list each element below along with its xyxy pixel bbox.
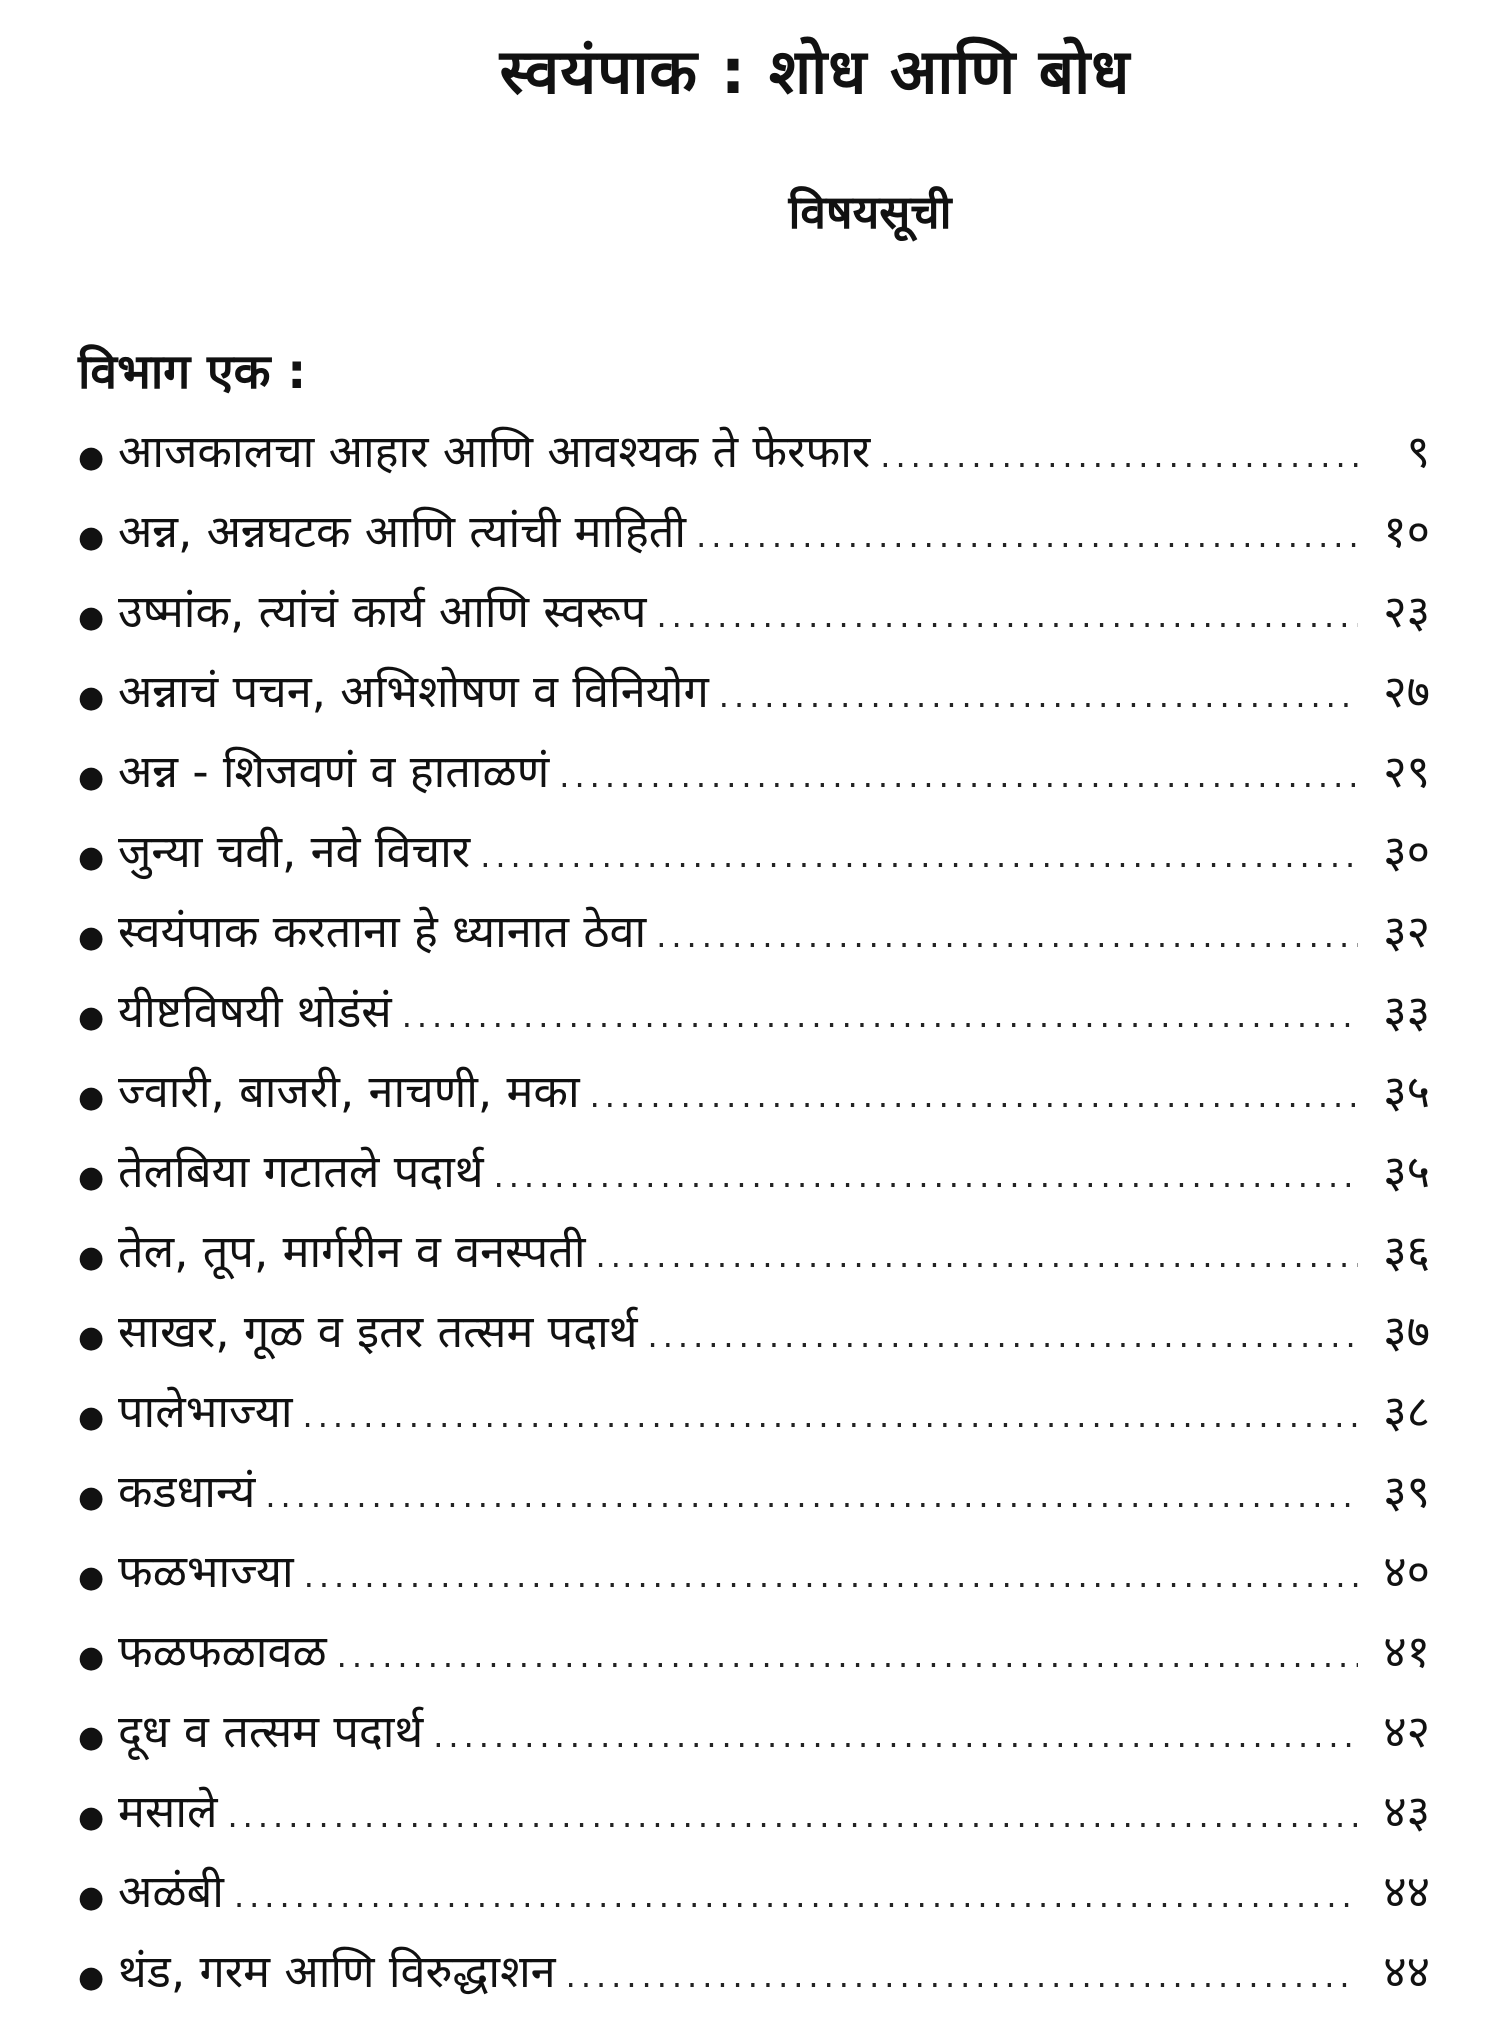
toc-entry-title: आजकालचा आहार आणि आवश्यक ते फेरफार xyxy=(118,425,871,478)
toc-entry xyxy=(78,812,1430,892)
dot-leader xyxy=(402,976,1358,1056)
dot-leader xyxy=(337,1616,1358,1696)
toc-entry xyxy=(78,1452,1430,1532)
bullet-icon: ● xyxy=(78,600,105,635)
dot-leader xyxy=(596,1216,1358,1296)
toc-entry-title: अन्न - शिजवणं व हाताळणं xyxy=(118,745,550,798)
bullet-icon: ● xyxy=(78,840,105,875)
dot-leader xyxy=(719,656,1358,736)
toc-entry xyxy=(78,1532,1430,1612)
toc-entry-page: १० xyxy=(1383,505,1430,558)
bullet-icon: ● xyxy=(78,1160,105,1195)
toc-entry xyxy=(78,1692,1430,1772)
toc-entry-title: फळफळावळ xyxy=(118,1625,327,1678)
toc-entry-page: २९ xyxy=(1383,745,1430,798)
toc-entry-page: २३ xyxy=(1383,585,1430,638)
dot-leader xyxy=(656,576,1358,656)
toc-entry-title: यीष्टविषयी थोडंसं xyxy=(118,985,392,1038)
dot-leader xyxy=(559,736,1358,816)
toc-entry xyxy=(78,492,1430,572)
bullet-icon: ● xyxy=(78,1480,105,1515)
bullet-icon: ● xyxy=(78,1800,105,1835)
toc-entry-page: ४४ xyxy=(1383,1945,1430,1998)
toc-entry-page: ४१ xyxy=(1383,1625,1430,1678)
toc-heading: विषयसूची xyxy=(788,185,952,239)
toc-entry-title: साखर, गूळ व इतर तत्सम पदार्थ xyxy=(118,1305,638,1358)
toc-entry-page: २७ xyxy=(1383,665,1430,718)
toc-entry-page: ९ xyxy=(1406,425,1430,478)
toc-entry-title: फळभाज्या xyxy=(118,1545,294,1598)
toc-entry-title: मसाले xyxy=(118,1785,218,1838)
dot-leader xyxy=(494,1136,1358,1216)
bullet-icon: ● xyxy=(78,1880,105,1915)
toc-entry xyxy=(78,732,1430,812)
toc-entry-title: थंड, गरम आणि विरुद्धाशन xyxy=(118,1945,556,1998)
bullet-icon: ● xyxy=(78,680,105,715)
section-heading: विभाग एक : xyxy=(78,344,307,400)
dot-leader xyxy=(590,1056,1358,1136)
dot-leader xyxy=(265,1456,1358,1536)
toc-entry xyxy=(78,1852,1430,1932)
toc-entry-page: ३८ xyxy=(1383,1385,1430,1438)
toc-entry-page: ३७ xyxy=(1383,1305,1430,1358)
bullet-icon: ● xyxy=(78,440,105,475)
toc-entry-page: ३० xyxy=(1383,825,1430,878)
toc-entry xyxy=(78,1132,1430,1212)
bullet-icon: ● xyxy=(78,1240,105,1275)
bullet-icon: ● xyxy=(78,920,105,955)
dot-leader xyxy=(228,1776,1359,1856)
dot-leader xyxy=(303,1376,1358,1456)
toc-entry xyxy=(78,892,1430,972)
toc-entry xyxy=(78,412,1430,492)
toc-entry-title: अळंबी xyxy=(118,1865,224,1918)
toc-entry xyxy=(78,1772,1430,1852)
toc-entry xyxy=(78,1372,1430,1452)
toc-entry-title: दूध व तत्सम पदार्थ xyxy=(118,1705,424,1758)
bullet-icon: ● xyxy=(78,760,105,795)
bullet-icon: ● xyxy=(78,1960,105,1995)
dot-leader xyxy=(480,816,1358,896)
toc-entry-title: अन्न, अन्नघटक आणि त्यांची माहिती xyxy=(118,505,687,558)
bullet-icon: ● xyxy=(78,520,105,555)
toc-entry-title: ज्वारी, बाजरी, नाचणी, मका xyxy=(118,1065,580,1118)
bullet-icon: ● xyxy=(78,1320,105,1355)
dot-leader xyxy=(433,1696,1358,1776)
toc-entry xyxy=(78,1052,1430,1132)
dot-leader xyxy=(648,1296,1358,1376)
bullet-icon: ● xyxy=(78,1720,105,1755)
toc-entry-title: तेलबिया गटातले पदार्थ xyxy=(118,1145,484,1198)
dot-leader xyxy=(880,416,1358,496)
dot-leader xyxy=(234,1856,1358,1936)
toc-entry-page: ३५ xyxy=(1383,1145,1430,1198)
toc-entry xyxy=(78,652,1430,732)
toc-list xyxy=(78,412,1430,2012)
bullet-icon: ● xyxy=(78,1560,105,1595)
bullet-icon: ● xyxy=(78,1080,105,1115)
toc-entry-title: अन्नाचं पचन, अभिशोषण व विनियोग xyxy=(118,665,709,718)
dot-leader xyxy=(696,496,1358,576)
bullet-icon: ● xyxy=(78,1400,105,1435)
toc-entry-title: पालेभाज्या xyxy=(118,1385,293,1438)
toc-entry xyxy=(78,1932,1430,2012)
toc-entry-title: उष्मांक, त्यांचं कार्य आणि स्वरूप xyxy=(118,585,647,638)
bullet-icon: ● xyxy=(78,1640,105,1675)
book-title: स्वयंपाक : शोध आणि बोध xyxy=(499,35,1131,108)
toc-entry xyxy=(78,972,1430,1052)
toc-entry-page: ३३ xyxy=(1383,985,1430,1038)
dot-leader xyxy=(566,1936,1358,2016)
toc-entry-title: जुन्या चवी, नवे विचार xyxy=(118,825,471,878)
toc-entry-page: ३६ xyxy=(1383,1225,1430,1278)
toc-entry xyxy=(78,1612,1430,1692)
toc-entry xyxy=(78,1212,1430,1292)
bullet-icon: ● xyxy=(78,1000,105,1035)
toc-entry-title: स्वयंपाक करताना हे ध्यानात ठेवा xyxy=(118,905,647,958)
toc-entry-page: ४३ xyxy=(1383,1785,1430,1838)
toc-entry-title: तेल, तूप, मार्गरीन व वनस्पती xyxy=(118,1225,586,1278)
toc-entry xyxy=(78,572,1430,652)
toc-entry-title: कडधान्यं xyxy=(118,1465,256,1518)
toc-entry xyxy=(78,1292,1430,1372)
toc-entry-page: ३५ xyxy=(1383,1065,1430,1118)
toc-entry-page: ४२ xyxy=(1383,1705,1430,1758)
toc-entry-page: ४० xyxy=(1383,1545,1430,1598)
toc-entry-page: ४४ xyxy=(1383,1865,1430,1918)
dot-leader xyxy=(304,1536,1358,1616)
dot-leader xyxy=(656,896,1358,976)
toc-entry-page: ३२ xyxy=(1383,905,1430,958)
toc-entry-page: ३९ xyxy=(1383,1465,1430,1518)
